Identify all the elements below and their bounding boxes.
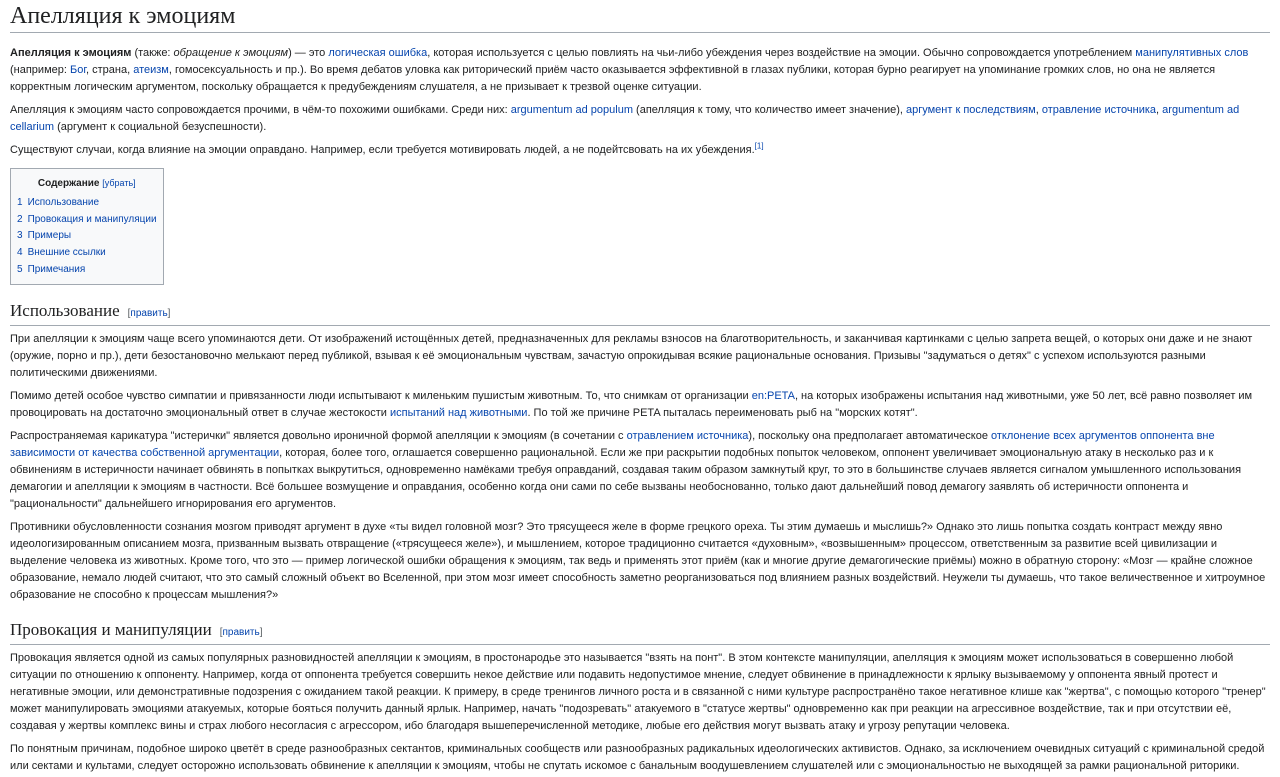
lead-alt-term: обращение к эмоциям	[173, 47, 289, 59]
toc-item-label: Провокация и манипуляции	[27, 213, 157, 225]
toc-item[interactable]: 2 Провокация и манипуляции	[17, 213, 157, 225]
toc-item-label: Внешние ссылки	[27, 247, 106, 259]
edit-link-usage[interactable]: править	[130, 307, 168, 319]
lead-paragraph-1: Апелляция к эмоциям (также: обращение к эмоциям) — это логическая ошибка, которая используется с целью повлиять на чьи-либо убеждения через воздействие на эмоции. Обычно сопровождается употреблением манипулятивных слов (например: Бог, страна, атеизм, гомосексуальность и пр.). Во время дебатов уловка как риторический приём часто оказывается эффективной в глазах публики, которая бурно реагирует на упоминание громких слов, но она не является корректным логическим аргументом, поскольку обращается к предубеждениям слушателя, а не призывает к трезвой оценке ситуации.	[10, 47, 1249, 93]
link-argument-consequences[interactable]: аргумент к последствиям	[906, 104, 1036, 116]
reference-link-1[interactable]: [1]	[754, 141, 764, 151]
edit-link-provocation[interactable]: править	[222, 626, 260, 638]
toc-list	[17, 195, 157, 279]
toc-item[interactable]: 5 Примечания	[17, 263, 86, 275]
section-heading-usage: Использование [править]	[10, 301, 1270, 326]
toc-item[interactable]: 3 Примеры	[17, 230, 72, 242]
toc-item-label: Использование	[27, 196, 100, 208]
toc-item-label: Примеры	[27, 230, 72, 242]
section-heading-provocation: Провокация и манипуляции [править]	[10, 620, 1270, 645]
usage-paragraph-2: Помимо детей особое чувство симпатии и привязанности люди испытывают к миленьким пушистым животным. То, что снимкам от организации en:PETA, на которых изображены испытания над животными, уже 50 лет, всё равно позволяет им провоцировать на достаточно эмоциональный ответ в случае жестокости испытаний над животными. По той же причине PETA пыталась переименовать рыб на "морских котят".	[10, 389, 1253, 419]
toc-title	[17, 175, 157, 193]
toc-heading: Содержание	[37, 178, 100, 189]
link-ad-populum[interactable]: argumentum ad populum	[510, 104, 633, 116]
link-god[interactable]: Бог	[69, 64, 86, 76]
link-atheism[interactable]: атеизм	[133, 64, 169, 76]
page-title: Апелляция к эмоциям	[10, 0, 1270, 33]
toc-item[interactable]: 4 Внешние ссылки	[17, 247, 106, 259]
usage-paragraph-3: Распространяемая карикатура "истерички" является довольно ироничной формой апелляции к эмоциям (в сочетании с отравлением источника), поскольку она предполагает автоматическое отклонение всех аргументов оппонента вне зависимости от качества собственной аргументации, которая, более того, оглашается совершенно рациональной. Если же при раскрытии подобных попыток человеком, оппонент увеличивает эмоциональную атаку в несколько раз и к обвинениям в истеричности начинает обвинять в попытках выкрутиться, одновременно намёками требуя оправданий, создавая таким образом замкнутый круг, то это в большинстве случаев является сигналом умышленного использования демагогии и апелляции к эмоциям в частности. Всё большее возмущение и оправдания, особенно когда они сами по себе вызваны необоснованно, только дают дальнейший повод демагогу заявлять об истеричности оппонента и "рациональности" дальнейшего игнорирования его аргументов.	[10, 429, 1242, 510]
edit-section-usage: [править]	[127, 307, 171, 319]
link-argument-rejection[interactable]: отклонение всех аргументов оппонента вне зависимости от качества собственной аргументации	[10, 429, 1215, 459]
usage-paragraph-1: При апелляции к эмоциям чаще всего упоминаются дети. От изображений истощённых детей, предназначенных для рекламы взносов на благотворительность, и заканчивая картинками с целью запрета вещей, о которых они даже и не знают (оружие, порно и пр.), дети безостановочно мелькают перед публикой, взывая к её эмоциональным чувствам, зачастую опрокидывая всякие рациональные основания. Призывы "задуматься о детях" с успехом используются разными политическими движениями.	[10, 332, 1253, 379]
toc-toggle-button[interactable]: [убрать]	[102, 178, 136, 188]
provocation-paragraph-2: По понятным причинам, подобное широко цветёт в среде разнообразных сектантов, криминальных сообществ или разнообразных радикальных идеологических активистов. Однако, за исключением очевидных ситуаций с криминальной средой или сектами и культами, следует осторожно использовать обвинение к апелляции к эмоциям, чтобы не спутать искомое с банальным воодушевлением слушателей или с эмоциональностью не выходящей за рамки рациональной риторики.	[10, 742, 1265, 772]
link-peta[interactable]: en:PETA	[751, 389, 795, 402]
link-logical-fallacy[interactable]: логическая ошибка	[328, 47, 428, 59]
link-animal-testing[interactable]: испытаний над животными	[389, 406, 528, 419]
link-poisoning-source[interactable]: отравлением источника	[626, 429, 749, 442]
toc-item-label: Примечания	[27, 263, 86, 275]
edit-section-provocation: [править]	[219, 626, 263, 638]
link-manipulative-words[interactable]: манипулятивных слов	[1135, 47, 1249, 59]
usage-paragraph-4: Противники обусловленности сознания мозгом приводят аргумент в духе «ты видел головной мозг? Это трясущееся желе в форме грецкого ореха. Ты этим думаешь и мыслишь?» Однако это лишь попытка создать контраст между явно идеологизированным описанием мозга, призванным вызвать отвращение («трясущееся желе»), и мышлением, которое традиционно считается «духовным», «возвышенным» процессом, ответственным за развитие всей цивилизации и выделение человека из животных. Кроме того, что это — пример логической ошибки обращения к эмоциям, так ведь и применять этот приём (как и многие другие демагогические приёмы) можно в обратную сторону: «Мозг — крайне сложное образование, немало людей считают, что это самый сложный объект во Вселенной, при этом мозг имеет способность заметно реорганизоваться под влиянием разных воздействий. Неужели ты думаешь, что такое величественное и хитроумное образование не способно к процессам мышления?»	[10, 520, 1266, 601]
link-ad-cellarium[interactable]: argumentum ad cellarium	[10, 104, 1240, 133]
table-of-contents	[10, 168, 164, 285]
link-poisoning-well[interactable]: отравление источника	[1041, 104, 1157, 116]
lead-term: Апелляция к эмоциям	[10, 47, 132, 59]
toc-item[interactable]: 1 Использование	[17, 196, 100, 208]
lead-paragraph-3: Существуют случаи, когда влияние на эмоции оправдано. Например, если требуется мотивировать людей, а не подейтсвовать на их убеждения.[1]	[10, 141, 764, 156]
lead-paragraph-2: Апелляция к эмоциям часто сопровождается прочими, в чём-то похожими ошибками. Среди них: argumentum ad populum (апелляция к тому, что количество имеет значение), аргумент к последствиям, отравление источника, argumentum ad cellarium (аргумент к социальной безуспешности).	[10, 104, 1240, 133]
provocation-paragraph-1: Провокация является одной из самых популярных разновидностей апелляции к эмоциям, в простонародье это называется "взять на понт". В этом контексте манипуляции, апелляция к эмоциям может использоваться в совершенно любой ситуации по отношению к оппоненту. Например, когда от оппонента требуется совершить некое действие или подавить недопустимое мнение, следует обвинение в принадлежности к ярлыку вызываемому у оппонента явный протест и негативные эмоции, или демонстративные подозрения с ожиданием такой реакции. К примеру, в среде тренингов личного роста и в связанной с ними культуре распространёно такое негативное клише как "жертва", с помощью которого "тренер" может манипулировать эмоциями атакуемых, которые бояться получить данный ярлык. Например, начать "подозревать" атакуемого в "статусе жертвы" одновременно как при реакции на агрессивное воздействие, так и при отсутствии её, создавая у жертвы комплекс вины и страх любого несогласия с агрессором, ибо благодаря вышеперечисленной методике, любые его действия могут вызвать атаку и угрозу репутации человека.	[10, 651, 1266, 732]
